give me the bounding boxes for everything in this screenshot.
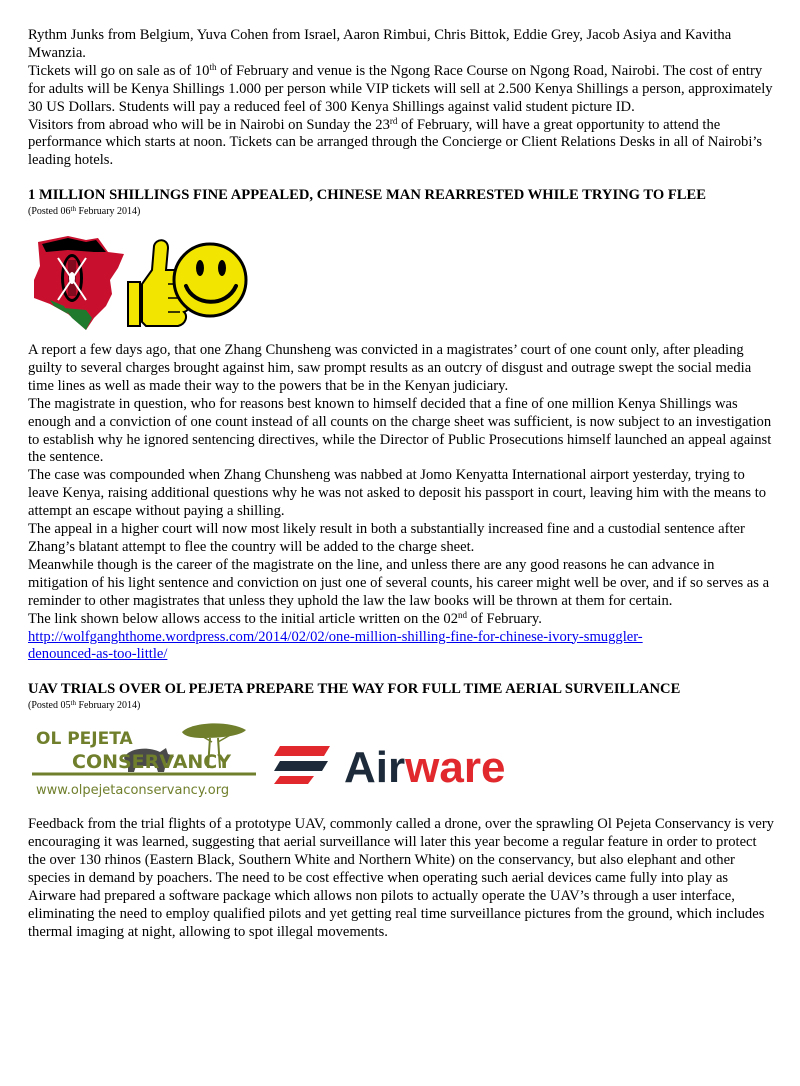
article2-posted-date <box>28 699 774 712</box>
article1-link-paragraph <box>28 629 774 665</box>
article1-paragraph-5: Meanwhile though is the career of the magistrate on the line, and unless there are any good reasons he can advance in mitigation of his light sentence and conviction on just one of several counts, his career might well be over, and if so serves as a reminder to other magistrates that unless they uphold the law the law books will be thrown at them for certain. <box>28 556 770 609</box>
article1-sup-6: nd <box>458 609 468 620</box>
ol-pejeta-title: OL PEJETA <box>36 729 133 750</box>
article2-logo-row <box>28 712 774 816</box>
airware-word-air: Air <box>344 743 406 793</box>
article1-paragraph-3: The case was compounded when Zhang Chunsheng was nabbed at Jomo Kenyatta International airport yesterday, trying to leave Kenya, raising additional questions why he was not asked to deposit his passport in court, leaving him with the means to attempt an escape without paying a shilling. <box>28 467 767 520</box>
smiley-face-icon <box>174 244 246 316</box>
intro-text-3a: Visitors from abroad who will be in Nairobi on Sunday the 23 <box>28 116 390 133</box>
intro-sup-2: th <box>209 61 217 72</box>
airware-wing-icon <box>274 746 330 784</box>
article2-posted-a: (Posted 05 <box>28 700 71 712</box>
article1-image-row <box>28 218 774 342</box>
article2-posted-b: February 2014) <box>75 700 141 712</box>
intro-text-1: Rythm Junks from Belgium, Yuva Cohen from Israel, Aaron Rimbui, Chris Bittok, Eddie Grey, Jacob Asiya and Kavitha Mwanzia. <box>28 27 732 61</box>
airware-wordmark <box>344 743 505 792</box>
article1-text-6a: The link shown below allows access to the initial article written on the 02 <box>28 610 459 627</box>
article1-posted-sup: th <box>70 205 76 214</box>
article1-paragraph-2: The magistrate in question, who for reasons best known to himself decided that a fine of one million Kenya Shillings was enough and a conviction of one count instead of all counts on the charge sheet was sufficient, is now subject to an investigation to establish why he ignored sentencing directives, while the Director of Public Prosecutions himself launched an appeal against the sentence. <box>28 395 772 466</box>
article1-posted-date <box>28 205 774 218</box>
intro-text-2a: Tickets will go on sale as of 10 <box>28 62 210 79</box>
article1-paragraph-1: A report a few days ago, that one Zhang Chunsheng was convicted in a magistrates’ court of one count only, after pleading guilty to several charges brought against him, saw prompt results as an outcry of disgust and outrage swept the social media time lines as well as made their way to the powers that be in the Kenyan judiciary. <box>28 342 752 394</box>
document-page <box>28 27 774 942</box>
airware-logo <box>274 734 564 794</box>
article2-paragraph-1: Feedback from the trial flights of a prototype UAV, commonly called a drone, over the sprawling Ol Pejeta Conservancy is very encouraging it was learned, suggesting that aerial surveillance will later this year become a regular feature in order to protect the over 130 rhinos (Eastern Black, Southern White and Northern White) on the conservancy, but also elephant and other species in demand by poachers. The need to be cost effective when operating such aerial devices came fully into play as Airware had prepared a software package which allows non pilots to actually operate the UAV’s through a user interface, eliminating the need to employ qualified pilots and yet getting real time surveillance pictures from the ground, which includes thermal imaging at night, allowing to spot illegal movements. <box>28 816 774 940</box>
article1-paragraph-4: The appeal in a higher court will now most likely result in both a substantially increased fine and a custodial sentence after Zhang’s blatant attempt to flee the country will be added to the charge sheet. <box>28 521 745 556</box>
article1-headline: 1 MILLION SHILLINGS FINE APPEALED, CHINESE MAN REARRESTED WHILE TRYING TO FLEE <box>28 187 706 204</box>
article1-link-line2: denounced-as-too-little/ <box>28 646 168 663</box>
intro-text-2b: of February and venue is the Ngong Race Course on Ngong Road, Nairobi. The cost of entry for adults will be Kenya Shillings 1.000 per person while VIP tickets will sell at 2.500 Kenya Shillings a person, approximately 30 US Dollars. Students will pay a reduced feel of 300 Kenya Shillings against valid student picture ID. <box>28 62 773 115</box>
intro-text-3b: of February, will have a great opportunity to attend the performance which starts at noon. Tickets can be arranged through the Concierge or Client Relations Desks in all of Nairobi’s leading hotels. <box>28 116 763 169</box>
article1-text-6b: of February. <box>467 610 542 627</box>
article1-posted-b: February 2014) <box>75 206 141 218</box>
article2-headline: UAV TRIALS OVER OL PEJETA PREPARE THE WAY FOR FULL TIME AERIAL SURVEILLANCE <box>28 681 681 698</box>
article1-posted-a: (Posted 06 <box>28 206 71 218</box>
intro-paragraph-3 <box>28 117 774 171</box>
intro-sup-3: rd <box>389 115 398 126</box>
article2-posted-sup: th <box>70 699 76 708</box>
article1-link-line1: http://wolfganghthome.wordpress.com/2014/02/02/one-million-shilling-fine-for-chinese-ivory-smuggler- <box>28 628 643 645</box>
ol-pejeta-subtitle: CONSERVANCY <box>72 751 232 774</box>
article1-paragraph-6 <box>28 611 774 629</box>
kenya-thumbs-up-image <box>28 230 248 340</box>
intro-paragraph-2 <box>28 63 774 117</box>
airware-word-ware: ware <box>405 743 506 793</box>
article1-link[interactable] <box>28 629 643 663</box>
kenya-map-icon <box>34 236 124 330</box>
ol-pejeta-logo <box>32 722 262 808</box>
ol-pejeta-url: www.olpejetaconservancy.org <box>36 783 230 799</box>
intro-paragraph-1 <box>28 27 774 63</box>
